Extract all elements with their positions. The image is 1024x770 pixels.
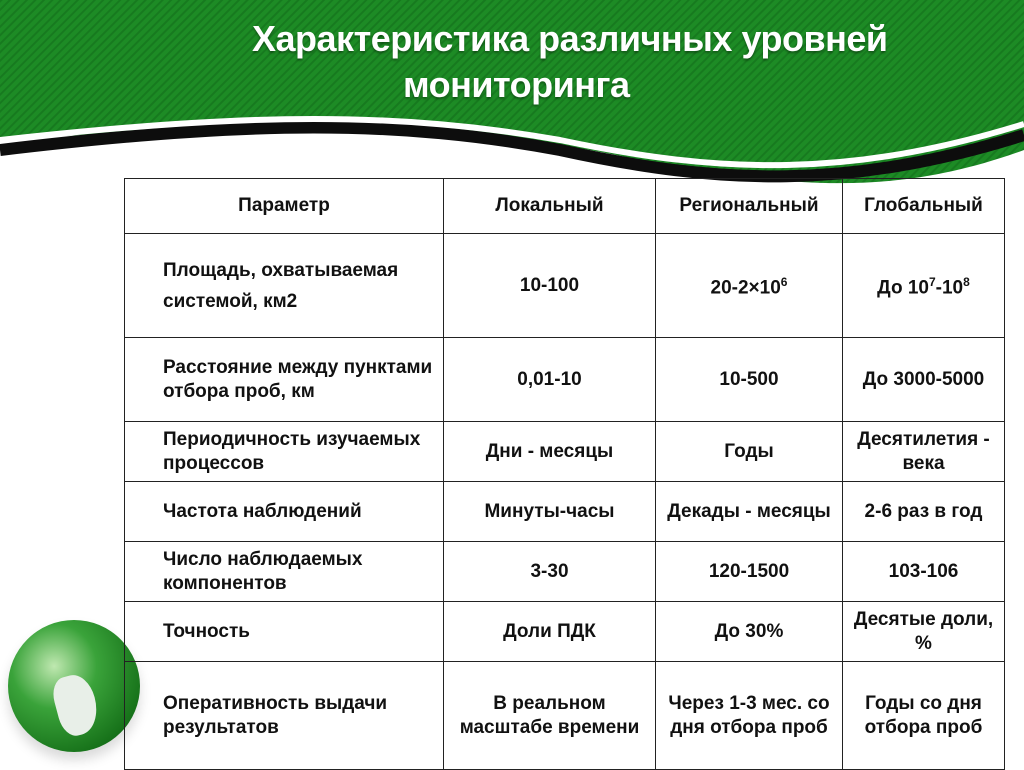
local-cell: Дни - месяцы	[444, 422, 656, 482]
regional-cell: $20-2\times 10^6$	[656, 234, 843, 338]
slide-title-line2: мониторинга	[403, 64, 630, 105]
table-row	[125, 482, 1005, 542]
local-cell: 10-100	[444, 234, 656, 338]
global-cell: До 3000-5000	[843, 338, 1005, 422]
param-cell: Частота наблюдений	[125, 482, 444, 542]
header-row	[125, 179, 1005, 234]
header-cell: Глобальный	[843, 179, 1005, 234]
param-cell: Точность	[125, 602, 444, 662]
regional-cell: 120-1500	[656, 542, 843, 602]
param-cell: Периодичность изучаемых процессов	[125, 422, 444, 482]
param-cell: Расстояние между пунктами отбора проб, км	[125, 338, 444, 422]
global-cell: 2-6 раз в год	[843, 482, 1005, 542]
local-cell: Минуты-часы	[444, 482, 656, 542]
table-row	[125, 234, 1005, 338]
table-row	[125, 602, 1005, 662]
regional-cell: До 30%	[656, 602, 843, 662]
local-cell: 3-30	[444, 542, 656, 602]
table-row	[125, 542, 1005, 602]
monitoring-table	[124, 178, 1005, 770]
regional-cell: 10-500	[656, 338, 843, 422]
regional-cell: Декады - месяцы	[656, 482, 843, 542]
table-row	[125, 662, 1005, 770]
param-cell: Число наблюдаемых компонентов	[125, 542, 444, 602]
global-cell: До $10^7-10^8$	[843, 234, 1005, 338]
global-cell: 103-106	[843, 542, 1005, 602]
param-cell: Оперативность выдачи результатов	[125, 662, 444, 770]
global-cell: Десятые доли, %	[843, 602, 1005, 662]
global-cell: Десятилетия - века	[843, 422, 1005, 482]
table-row	[125, 338, 1005, 422]
header-cell: Региональный	[656, 179, 843, 234]
local-cell: В реальном масштабе времени	[444, 662, 656, 770]
header-cell: Локальный	[444, 179, 656, 234]
local-cell: 0,01-10	[444, 338, 656, 422]
table-row	[125, 422, 1005, 482]
local-cell: Доли ПДК	[444, 602, 656, 662]
regional-cell: Годы	[656, 422, 843, 482]
global-cell: Годы со дня отбора проб	[843, 662, 1005, 770]
globe-icon	[8, 620, 140, 752]
slide-title-line1: Характеристика различных уровней	[252, 18, 888, 59]
regional-cell: Через 1-3 мес. со дня отбора проб	[656, 662, 843, 770]
header-cell: Параметр	[125, 179, 444, 234]
param-cell: Площадь, охватываемая системой, км2	[125, 234, 444, 338]
